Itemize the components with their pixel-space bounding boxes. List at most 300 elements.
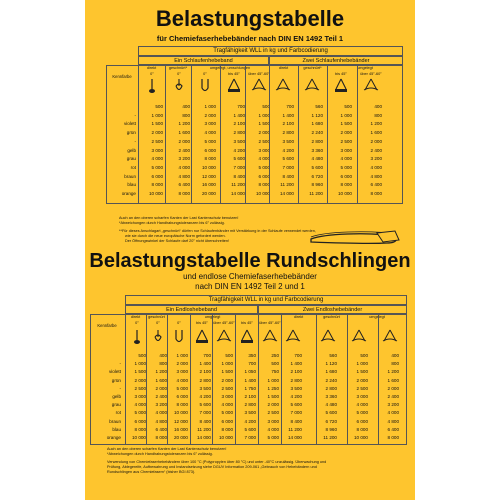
table-cell: 1 000: [221, 361, 233, 367]
table-cell: 800: [374, 112, 382, 118]
table-cell: 2 500: [340, 138, 352, 144]
table-cell: 3 000: [356, 394, 368, 399]
subhead-2: umgelegt, umschlungen: [209, 66, 251, 70]
table-cell: 400: [374, 104, 382, 109]
table-cell: 20 000: [201, 191, 216, 196]
table-cell: 2 500: [356, 385, 368, 391]
color-code-5: grau: [126, 156, 136, 162]
table-cell: 800: [182, 112, 190, 118]
table-cell: 2 800: [325, 385, 337, 391]
table-cell: 8 000: [356, 426, 368, 432]
color-code-0: -: [119, 361, 121, 367]
note-2-1: Auch an den oberen scharfen Kanten der Last Kantenschutz benutzen!: [107, 447, 227, 451]
table-cell: 2 000: [151, 130, 163, 136]
table-cell: 8 400: [233, 173, 245, 179]
table-cell: 2 100: [199, 369, 211, 375]
angle-label-2: 0°: [177, 321, 181, 325]
kennfarbe-label-2: Kennfarbe: [97, 323, 117, 328]
note-2-2: *Abweichungen durch Handhabungstoleranzen bis 6° zulässig.: [107, 452, 213, 456]
table-cell: 2 100: [290, 369, 302, 375]
note-1-3: **Für dieses Anschlagart „geschnürt“ dürfen nur Schlaufenbänder mit Verstärkung in der Schlaufe verwendet werden,: [119, 229, 316, 233]
table-cell: 8 000: [204, 156, 216, 162]
angle-label-1: 0°: [177, 72, 181, 76]
table-cell: 14 000: [196, 435, 211, 440]
table-cell: 5 000: [204, 138, 216, 144]
table-cell: 400: [391, 353, 399, 358]
table-cell: 8 000: [258, 182, 270, 188]
table-cell: 700: [237, 104, 245, 109]
table-cell: 6 000: [134, 418, 146, 424]
table-cell: 2 800: [290, 377, 302, 383]
table-cell: 1 200: [155, 369, 167, 375]
angle-label-8: über 45°-60°: [360, 72, 382, 76]
table-cell: 1 500: [134, 369, 146, 375]
table-cell: 2 800: [199, 377, 211, 383]
table-cell: 8 000: [151, 182, 163, 188]
table-cell: 5 000: [267, 435, 279, 440]
angle-label-0: 0°: [135, 321, 139, 325]
table-cell: 6 000: [221, 418, 233, 424]
table-cell: 2 500: [221, 385, 233, 391]
load-table-2: [85, 293, 415, 453]
table-cell: 2 500: [134, 385, 146, 391]
kennfarbe-label-1: Kennfarbe: [112, 74, 132, 79]
table-cell: 5 000: [151, 164, 163, 170]
table-cell: 8 000: [134, 426, 146, 432]
wll-header-1: Tragfähigkeit WLL in kg und Farbcodierung: [138, 46, 403, 56]
color-code-4: gelb: [112, 394, 121, 399]
table-cell: 1 200: [370, 121, 382, 127]
table-cell: 5 000: [356, 410, 368, 416]
table-cell: 2 400: [387, 394, 399, 399]
table-cell: 3 500: [199, 385, 211, 391]
table-cell: 10 000: [173, 410, 188, 416]
table-cell: 7 000: [244, 435, 256, 440]
grid-line: [235, 314, 236, 445]
table-cell: 1 000: [151, 112, 163, 118]
table-cell: 6 400: [155, 426, 167, 432]
color-code-2: grün: [126, 130, 136, 136]
table-cell: 1 400: [233, 112, 245, 118]
table-cell: 1 250: [267, 385, 279, 391]
note-1-4: wie sie durch die neue europäische Norm gefordert werden.: [125, 234, 226, 238]
table-cell: 7 000: [282, 164, 294, 170]
table-cell: 11 200: [323, 435, 337, 440]
table-cell: 3 000: [204, 121, 216, 127]
table-cell: 14 000: [230, 191, 245, 196]
table-cell: 2 800: [244, 402, 256, 408]
table-cell: 1 500: [258, 121, 270, 127]
subhead-0: direkt: [146, 66, 157, 70]
table-cell: 10 000: [337, 191, 352, 196]
table-cell: 700: [294, 353, 302, 358]
table-cell: 1 600: [178, 130, 190, 136]
table-cell: 3 500: [290, 385, 302, 391]
table-cell: 8 000: [221, 426, 233, 432]
grid-line: [357, 65, 358, 204]
table-cell: 2 400: [178, 147, 190, 153]
table-cell: 700: [203, 353, 211, 358]
table-cell: 4 200: [199, 394, 211, 399]
table-cell: 500: [138, 353, 146, 358]
color-code-7: braun: [109, 418, 121, 424]
table-cell: 6 720: [311, 173, 323, 179]
table-cell: 6 000: [176, 394, 188, 399]
subhead-4: geschnürt*: [303, 66, 322, 70]
angle-label-3: bis 45°: [196, 321, 208, 325]
table-cell: 5 000: [258, 164, 270, 170]
table-cell: 4 000: [178, 164, 190, 170]
table-cell: 1 750: [244, 385, 256, 391]
note-1-1: Auch an den oberen scharfen Kanten der Last Kantenschutz benutzen!: [119, 216, 239, 220]
table-cell: 7 000: [199, 410, 211, 416]
table-cell: 11 200: [288, 426, 302, 432]
wll-header-2: Tragfähigkeit WLL in kg und Farbcodierung: [125, 295, 407, 305]
table-cell: 2 100: [233, 121, 245, 127]
color-code-4: gelb: [127, 147, 136, 153]
table-cell: 6 000: [340, 173, 352, 179]
color-code-5: grau: [111, 402, 121, 408]
table-cell: 11 200: [309, 191, 323, 196]
table-cell: 5 600: [290, 402, 302, 408]
table-cell: 2 000: [178, 138, 190, 144]
table-cell: 4 000: [151, 156, 163, 162]
table-cell: 12 000: [173, 418, 188, 424]
sign-subtitle-1: für Chemiefaserhebebänder nach DIN EN 1492 Teil 1: [156, 34, 344, 43]
grid-line: [378, 314, 379, 445]
note-1-5: Der Öffnungswinkel der Schlaufe darf 20° nicht überschreiten!: [125, 239, 230, 243]
table-cell: 2 000: [267, 402, 279, 408]
sign-subtitle-2a: und endlose Chemiefaserhebebänder: [183, 272, 317, 281]
subhead-1: geschnürt: [148, 315, 165, 319]
table-cell: 1 000: [134, 361, 146, 367]
angle-label-7: bis 45°: [335, 72, 347, 76]
table-cell: 8 400: [290, 418, 302, 424]
subhead-3: direkt: [278, 66, 289, 70]
table-cell: 10 000: [131, 435, 146, 440]
table-cell: 1 680: [311, 121, 323, 127]
table-cell: 4 480: [325, 402, 337, 408]
table-cell: 2 800: [233, 130, 245, 136]
angle-label-6: über 45°-60°: [259, 321, 281, 325]
table-cell: 1 600: [370, 130, 382, 136]
table-cell: 8 000: [387, 435, 399, 440]
table-cell: 500: [271, 361, 279, 367]
table-cell: 3 200: [178, 156, 190, 162]
table-cell: 4 800: [178, 173, 190, 179]
color-code-1: violett: [123, 121, 136, 127]
table-cell: 1 000: [340, 112, 352, 118]
angle-label-4: über 45°-60°: [248, 72, 270, 76]
table-cell: 7 000: [233, 164, 245, 170]
table-cell: 16 000: [201, 182, 216, 188]
color-code-6: rot: [130, 164, 136, 170]
table-cell: 16 000: [173, 426, 188, 432]
table-cell: 6 000: [258, 173, 270, 179]
color-code-9: orange: [106, 435, 121, 440]
table-cell: 1 050: [244, 369, 256, 375]
table-cell: 3 000: [258, 147, 270, 153]
table-cell: 8 400: [282, 173, 294, 179]
table-cell: 6 400: [370, 182, 382, 188]
table-cell: 1 500: [267, 394, 279, 399]
table-cell: 8 000: [155, 435, 167, 440]
table-cell: 8 000: [178, 191, 190, 196]
table-cell: 1 600: [155, 377, 167, 383]
table-cell: 2 400: [370, 147, 382, 153]
angle-label-1: 0°: [156, 321, 160, 325]
table-cell: 6 000: [151, 173, 163, 179]
sign-title-1: Belastungstabelle: [155, 6, 345, 31]
note-2-4: Prüfung, Ablegereife, Aufbewahrung und Instandsetzung siehe DGUV Information 209-061 „Gebrauch von Hebebändern und: [107, 465, 317, 469]
table-cell: 10 000: [255, 191, 270, 196]
table-cell: 4 000: [370, 164, 382, 170]
grid-line: [146, 314, 147, 445]
table-border-2: [90, 314, 407, 445]
group-double-sling-1: Zwei Schlaufenhebebänder: [269, 56, 403, 65]
table-border-1: [106, 65, 403, 204]
sling-loop-illustration: [307, 225, 402, 247]
notes-2: [107, 447, 407, 475]
table-cell: 2 000: [258, 130, 270, 136]
table-cell: 5 000: [134, 410, 146, 416]
table-cell: 10 000: [148, 191, 163, 196]
table-cell: 560: [329, 353, 337, 358]
table-cell: 3 200: [387, 402, 399, 408]
table-cell: 500: [225, 353, 233, 358]
table-cell: 12 000: [201, 173, 216, 179]
table-cell: 400: [182, 104, 190, 109]
table-cell: 4 000: [340, 156, 352, 162]
table-cell: 5 600: [233, 156, 245, 162]
table-cell: 1 400: [290, 361, 302, 367]
table-cell: 1 200: [178, 121, 190, 127]
color-code-3: -: [119, 385, 121, 391]
note-1-2: *Abweichungen durch Handhabungstoleranzen bis 6° zulässig.: [119, 221, 225, 225]
table-cell: 2 240: [311, 130, 323, 136]
table-cell: 10 000: [218, 435, 233, 440]
color-code-9: orange: [121, 191, 136, 196]
table-cell: 4 480: [311, 156, 323, 162]
table-cell: 2 800: [311, 138, 323, 144]
table-cell: 4 000: [204, 130, 216, 136]
table-cell: 2 000: [176, 361, 188, 367]
table-cell: 2 400: [155, 394, 167, 399]
table-cell: 1 120: [311, 112, 323, 118]
table-cell: 10 000: [201, 164, 216, 170]
angle-label-5: bis 45°: [241, 321, 253, 325]
sign-title-2: Belastungstabelle Rundschlingen: [89, 250, 411, 272]
table-cell: 8 960: [325, 426, 337, 432]
color-code-1: violett: [108, 369, 121, 375]
table-cell: 4 000: [258, 156, 270, 162]
table-cell: 2 240: [325, 377, 337, 383]
table-cell: 3 200: [155, 402, 167, 408]
group-single-endless-2: Ein Endloshebeband: [125, 305, 258, 314]
table-cell: 700: [248, 361, 256, 367]
subhead-5: umgelegt: [357, 66, 373, 70]
table-cell: 700: [286, 104, 294, 109]
table-cell: 1 500: [340, 121, 352, 127]
table-cell: 2 000: [155, 385, 167, 391]
grid-line: [167, 314, 168, 445]
table-cell: 5 600: [244, 426, 256, 432]
group-double-endless-2: Zwei Endloshebebänder: [258, 305, 407, 314]
table-cell: 6 400: [178, 182, 190, 188]
table-cell: 1 000: [258, 112, 270, 118]
table-cell: 500: [262, 104, 270, 109]
grid-line: [327, 65, 328, 204]
sign-subtitle-2b: nach DIN EN 1492 Teil 2 und 1: [195, 282, 305, 291]
table-cell: 4 000: [155, 410, 167, 416]
table-cell: 20 000: [173, 435, 188, 440]
angle-label-4: über 45°-60°: [213, 321, 235, 325]
subhead-4: geschnürt: [323, 315, 340, 319]
table-cell: 10 000: [353, 435, 368, 440]
table-cell: 250: [271, 353, 279, 358]
table-cell: 5 600: [311, 164, 323, 170]
table-cell: 7 000: [290, 410, 302, 416]
table-cell: 8 000: [340, 182, 352, 188]
table-cell: 1 200: [387, 369, 399, 375]
table-cell: 2 000: [204, 112, 216, 118]
table-cell: 4 000: [176, 377, 188, 383]
table-cell: 800: [159, 361, 167, 367]
safety-sign: [85, 0, 415, 500]
table-cell: 5 600: [325, 410, 337, 416]
grid-line: [316, 314, 317, 445]
table-cell: 14 000: [287, 435, 302, 440]
grid-line: [138, 65, 139, 204]
color-code-8: blau: [127, 182, 136, 188]
table-cell: 8 000: [370, 191, 382, 196]
grid-line: [298, 65, 299, 204]
table-cell: 1 400: [282, 112, 294, 118]
table-cell: 8 960: [311, 182, 323, 188]
table-cell: 3 360: [325, 394, 337, 399]
table-cell: 5 000: [221, 410, 233, 416]
color-code-8: blau: [112, 426, 121, 432]
table-cell: 3 360: [311, 147, 323, 153]
table-cell: 4 000: [267, 426, 279, 432]
table-cell: 4 200: [244, 418, 256, 424]
table-cell: 3 000: [340, 147, 352, 153]
note-2-3: Verwendung von Chemiefaserhebebändern über 100 °C (Polypropylen über 80 °C) und unter -40°C unzulässig. Überwachung und: [107, 460, 327, 464]
grid-line: [190, 314, 191, 445]
table-cell: 1 120: [325, 361, 337, 367]
table-cell: 6 000: [356, 418, 368, 424]
table-cell: 6 000: [204, 147, 216, 153]
color-code-3: -: [134, 138, 136, 144]
load-table-1: [85, 44, 415, 214]
subhead-3: direkt: [293, 315, 304, 319]
table-cell: 1 680: [325, 369, 337, 375]
grid-line: [212, 314, 213, 445]
table-cell: 11 200: [197, 426, 211, 432]
table-cell: 3 000: [134, 394, 146, 399]
table-cell: 1 500: [356, 369, 368, 375]
table-cell: 1 000: [176, 353, 188, 358]
subhead-5: umgelegt: [369, 315, 385, 319]
table-cell: 1 400: [244, 377, 256, 383]
table-cell: 4 800: [387, 418, 399, 424]
table-cell: 2 100: [282, 121, 294, 127]
table-cell: 2 500: [267, 410, 279, 416]
table-cell: 2 500: [258, 138, 270, 144]
table-cell: 2 000: [340, 130, 352, 136]
table-cell: 500: [360, 353, 368, 358]
table-cell: 1 000: [267, 377, 279, 383]
table-cell: 3 500: [233, 138, 245, 144]
table-cell: 3 000: [176, 369, 188, 375]
grid-line: [220, 65, 221, 204]
subhead-2: umgelegt: [204, 315, 221, 319]
grid-line: [269, 65, 270, 204]
color-code-2: grün: [111, 377, 121, 383]
table-cell: 5 600: [282, 156, 294, 162]
angle-label-0: 0°: [150, 72, 154, 76]
grid-line: [125, 314, 126, 445]
table-cell: 3 000: [151, 147, 163, 153]
table-cell: 3 500: [282, 138, 294, 144]
table-cell: 11 200: [280, 182, 294, 188]
table-cell: 2 100: [244, 394, 256, 399]
table-cell: 4 000: [387, 410, 399, 416]
table-cell: 8 000: [176, 402, 188, 408]
table-cell: 1 500: [151, 121, 163, 127]
table-cell: 800: [391, 361, 399, 367]
table-cell: 6 720: [325, 418, 337, 424]
angle-label-2: 0°: [203, 72, 207, 76]
angle-label-3: bis 45°: [228, 72, 240, 76]
color-code-0: -: [134, 112, 136, 118]
table-cell: 2 000: [370, 138, 382, 144]
subhead-0: direkt: [130, 315, 141, 319]
table-cell: 2 000: [356, 377, 368, 383]
grid-line: [347, 314, 348, 445]
subhead-1: geschnürt*: [168, 66, 188, 70]
grid-line: [165, 65, 166, 204]
table-cell: 2 000: [134, 377, 146, 383]
table-cell: 4 000: [134, 402, 146, 408]
grid-line: [245, 65, 246, 204]
grid-line: [281, 314, 282, 445]
table-cell: 3 500: [244, 410, 256, 416]
table-cell: 3 000: [267, 418, 279, 424]
table-cell: 8 400: [199, 418, 211, 424]
table-cell: 5 600: [199, 402, 211, 408]
table-cell: 4 200: [282, 147, 294, 153]
table-cell: 1 500: [221, 369, 233, 375]
grid-line: [258, 314, 259, 445]
table-cell: 1 400: [199, 361, 211, 367]
table-cell: 350: [248, 353, 256, 358]
color-code-7: braun: [124, 173, 136, 179]
table-cell: 6 400: [387, 426, 399, 432]
table-cell: 4 200: [290, 394, 302, 399]
table-cell: 4 800: [370, 173, 382, 179]
table-cell: 400: [159, 353, 167, 358]
table-cell: 5 000: [340, 164, 352, 170]
table-cell: 14 000: [279, 191, 294, 196]
table-cell: 4 800: [155, 418, 167, 424]
table-cell: 2 000: [221, 377, 233, 383]
table-cell: 5 000: [176, 385, 188, 391]
table-cell: 1 000: [204, 104, 216, 109]
table-cell: 750: [271, 369, 279, 375]
table-cell: 2 000: [387, 385, 399, 391]
table-cell: 560: [315, 104, 323, 109]
